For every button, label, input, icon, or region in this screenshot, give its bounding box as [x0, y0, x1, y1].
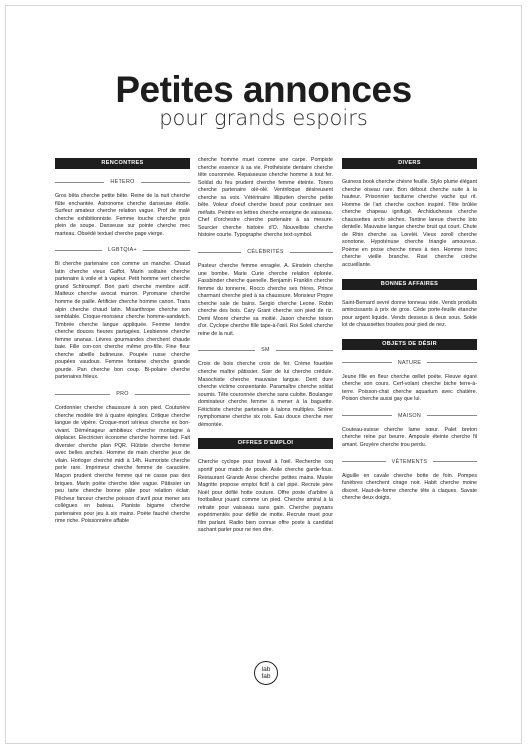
ads-text-maison: Couteau-suisse cherche lame sœur. Palet breton cherche reine pur beurre. Ampoule éteinte cherche fil amant. Gruyère cherche trou perdu.	[342, 426, 477, 449]
ads-text-nature: Jeune fille en fleur cherche œillet poète. Fleuve égaré cherche son cours. Cerf-volant cherche biche terre-à-terre. Poisson-chat cherche aquarium avec chatière. Poison cherche aussi gay que lui.	[342, 373, 477, 403]
divider	[55, 394, 110, 395]
subsection-label: SM	[261, 347, 270, 354]
section-header-offres-emploi: OFFRES D'EMPLOI	[198, 438, 333, 449]
divider	[198, 252, 241, 253]
section-header-bonnes-affaires: BONNES AFFAIRES	[342, 279, 477, 290]
divider	[55, 250, 102, 251]
divider	[55, 182, 104, 183]
subsection-lgbtqia	[55, 247, 190, 253]
subsection-label: PRO	[116, 391, 129, 398]
ads-text-pro-continued: cherche homme muet comme une carpe. Pompiste cherche essence à sa vie. Prothésiste dentaire cherche tête couronnée. Repasseuse cherche homme à tout fer. Soldat du feu prudent cherche femme éteinte. Torero cherche partenaire olé-olé. Ventriloque désireusent cherche sa voix. Vétérinaire lilliputien cherche petite bête. Voleur d'oeuf cherche boeuf pour continuer ses méfaits. Peintre en lettres cherche enseigne de vaisseau. Chef d'orchestre cherche partenaire à sa mesure. Sourcier cherche histoire d'O. Nouvelliste cherche histoire courte. Typographe cherche text-symbol.	[198, 157, 333, 239]
ads-text-pro: Cordonnier cherche chaussure à son pied. Couturière cherche modèle tiré à quatre épingles. Critique cherche langue de vipère. Croque-mort sérieux cherche ex bon-vivant. Déménageur ambitieux cherche montagne à déplacer. Electricien économe cherche homme ted. Fait diversier cherche plan PQR. Flûtiste cherche femme avec belles anches. Homme de main cherche jeux de vilain. Horloger cherché midi à 14h. Humoriste cherche perle rare. Imprimeur cherche femme de caractère. Maçon prudent cherche femme qui ne casse pas des briques. Marin poète cherche idée vague. Pâtissier un peu tarte cherche bonne pâte pour relation éclair. Pêcheur farceur cherche poisson d'avril pour mener ses collègues en bateau. Pianiste bigame cherche partenaires pour jeu à six mains. Poète fauché cherche rime riche. Poissonnière affable	[55, 405, 190, 525]
subsection-label: MAISON	[397, 412, 422, 419]
divider	[135, 394, 190, 395]
divider	[427, 362, 477, 363]
divider	[198, 350, 255, 351]
ads-text-bonnes-affaires: Saint-Bernard sevré donne tonneau vide. Vends produits amincissants à prix de gros. Cède porte-feuille étanche pour argent liquide. Vends desseus à deux sous. Solde lot de chaussettes trouées pour pied de nez.	[342, 299, 477, 329]
subsection-sm	[198, 347, 333, 353]
ads-text-lgbtqia: Bi cherche partenaire con comme un manche. Chaud latin cherche vieux Gaffot. Marin solitaire cherche partenaire à voile et à vapeur. Petit homme vert cherche grand Schtroumpf. Bon parti cherche membre actif. Matteux cherche avocat marron. Pyromane cherche homme de paille. Artificier cherche homme canon. Trans alpin cherche chaud latin. Misanthrope cherche son semblable. Croque-monsieur cherche homme-sandwich. Timbrée cherche langue appliquée. Femme tendre cherche douces heures partagées. Lesbienne cherche femme ananas. Lèvres gourmandes cherchent chaude baie. Fille con-con cherche même pro-fille. Fine fleur cherche abeille butineuse. Poupée russe cherche poupées vaudous. Femme fontaine cherche grande gourde. Pan cherche bon coup. Bi-polaire cherche partenaires frileux.	[55, 261, 190, 381]
divider	[290, 252, 333, 253]
page-title: Petites annonces	[115, 69, 412, 110]
section-header-objets-desir: OBJETS DE DÉSIR	[342, 339, 477, 350]
subsection-label: NATURE	[397, 359, 422, 366]
divider	[276, 350, 333, 351]
subsection-celebrites	[198, 249, 333, 255]
divider	[427, 415, 477, 416]
column-middle	[198, 157, 333, 544]
poster-page	[5, 5, 522, 744]
subsection-pro	[55, 391, 190, 397]
subsection-label: LGBTQIA+	[108, 247, 137, 254]
column-right	[342, 158, 477, 512]
subsection-label: CÉLÉBRITÉS	[247, 249, 284, 256]
divider	[141, 182, 190, 183]
logo-line-2: fab	[261, 673, 271, 680]
divider	[143, 250, 190, 251]
ads-text-divers: Guiness book cherche chèvre feuille. Stylo plume élégant cherche oiseau rare. Bon débout cherche suite à la hauteur. Prisonnier taciturne cherche vache qui rit. Homme de l'art cherche cochon inspiré. Tête brûlée cherche chapeau ignifugé. Archiduchesse cherche chaussettes archi sèches. Tantine lareue cherche loto dentelle. Mauvaise langue cherche bruit qui court. Chute de Rhin cherche sa Loreléi. Vieux zorolI cherche sonotone. Hypoténuse cherche triangle amoureux. Poème en prose cherche rimes à rien. Homme tronc cherche vieille branche. Ravi cherche crèche accueillante.	[342, 179, 477, 269]
subsection-nature	[342, 360, 477, 366]
lab-fab-logo	[254, 661, 278, 685]
page-subtitle: pour grands espoirs	[159, 106, 368, 130]
column-left	[55, 158, 190, 535]
divider	[342, 362, 392, 363]
subsection-vetements	[342, 459, 477, 465]
subsection-maison	[342, 413, 477, 419]
ads-text-celebrites: Pasteur cherche femme enragée. A. Einstein cherche une bombe. Marie Curie cherche relation éplorée. Fassbinder cherche quenelle. Benjamin Franklin cherche femme du tonnerre. Rocco cherche ses frères. Prince charmant cherche pied à sa chaussure. Monsieur Propre cherche sale de bains. Sergio cherche Leone. Robin cherche des bois. Cary Grant cherche son pied de riz. Demi Moore cherche sa moitié. Jason cherche toison d'or. Cyclope cherche fille tape-à-l'œil. Roi Soleil cherche reine de la nuit.	[198, 263, 333, 337]
ads-text-offres-emploi: Cherche cyclope pour travail à l'œil. Recherche coq sportif pour match de poule. Asile cherche garde-fous. Restaurant Grande Anse cherche petites mains. Musée Magritte propose emploi fictif à ciel pipé. Recrute père Noël pour défilé hotte couture. Offre poste d'arbitre à footballeur jouant comme un pied. Cherche amiral à la retraite pour vaisseau sans gain. Cherche paysans expérimentés pour défilé de motte. Recrute muet pour film parlant. Radio bien connue offre poste à candidat sachant parler pour ne rien dire.	[198, 459, 333, 534]
section-header-rencontres: RENCONTRES	[55, 158, 190, 169]
ads-text-vetements: Aiguille en cavale cherche botte de foin. Pompes funèbres cherchent cirage noir. Habit cherche moine discret. Haut-de-forme cherche tête à claques. Savate cherche deux doigts.	[342, 472, 477, 502]
subsection-label: VÊTEMENTS	[391, 458, 428, 465]
divider	[433, 461, 477, 462]
section-header-divers: DIVERS	[342, 158, 477, 169]
subsection-label: HETERO	[110, 179, 135, 185]
divider	[342, 415, 392, 416]
subsection-hetero	[55, 179, 190, 185]
ads-text-sm: Croix de bois cherche croix de fer. Crème fouettée cherche maître pâtissier. Sœr de lui cherche crédule. Masochiste cherche mauvaise langue. Dent dure cherche victime consentante. Paramaître cherche soldat soumis. Tête couronnée cherche sans culotte. Boulanger dominateur cherche femme à mener à la baguette. Fétichiste cherche partenaire à talons multiples. Sirène nymphomane cherche six rois. Eau douce cherche mer démontée.	[198, 361, 333, 428]
logo-line-1: lab	[261, 666, 271, 673]
ads-text-hetero: Gros bêta cherche petite bête. Reine de la nuit cherche flûte enchantée. Astronome cherche danseuse étoile. Surfeur amateur cherche relation vague. Prof de malé cherche exhibitionniste. Femme louche cherche gros plein de soupe. Danseuse sur pointe cherche mec marteau. Obsédé textuel cherche page vierge.	[55, 193, 190, 237]
divider	[342, 461, 386, 462]
